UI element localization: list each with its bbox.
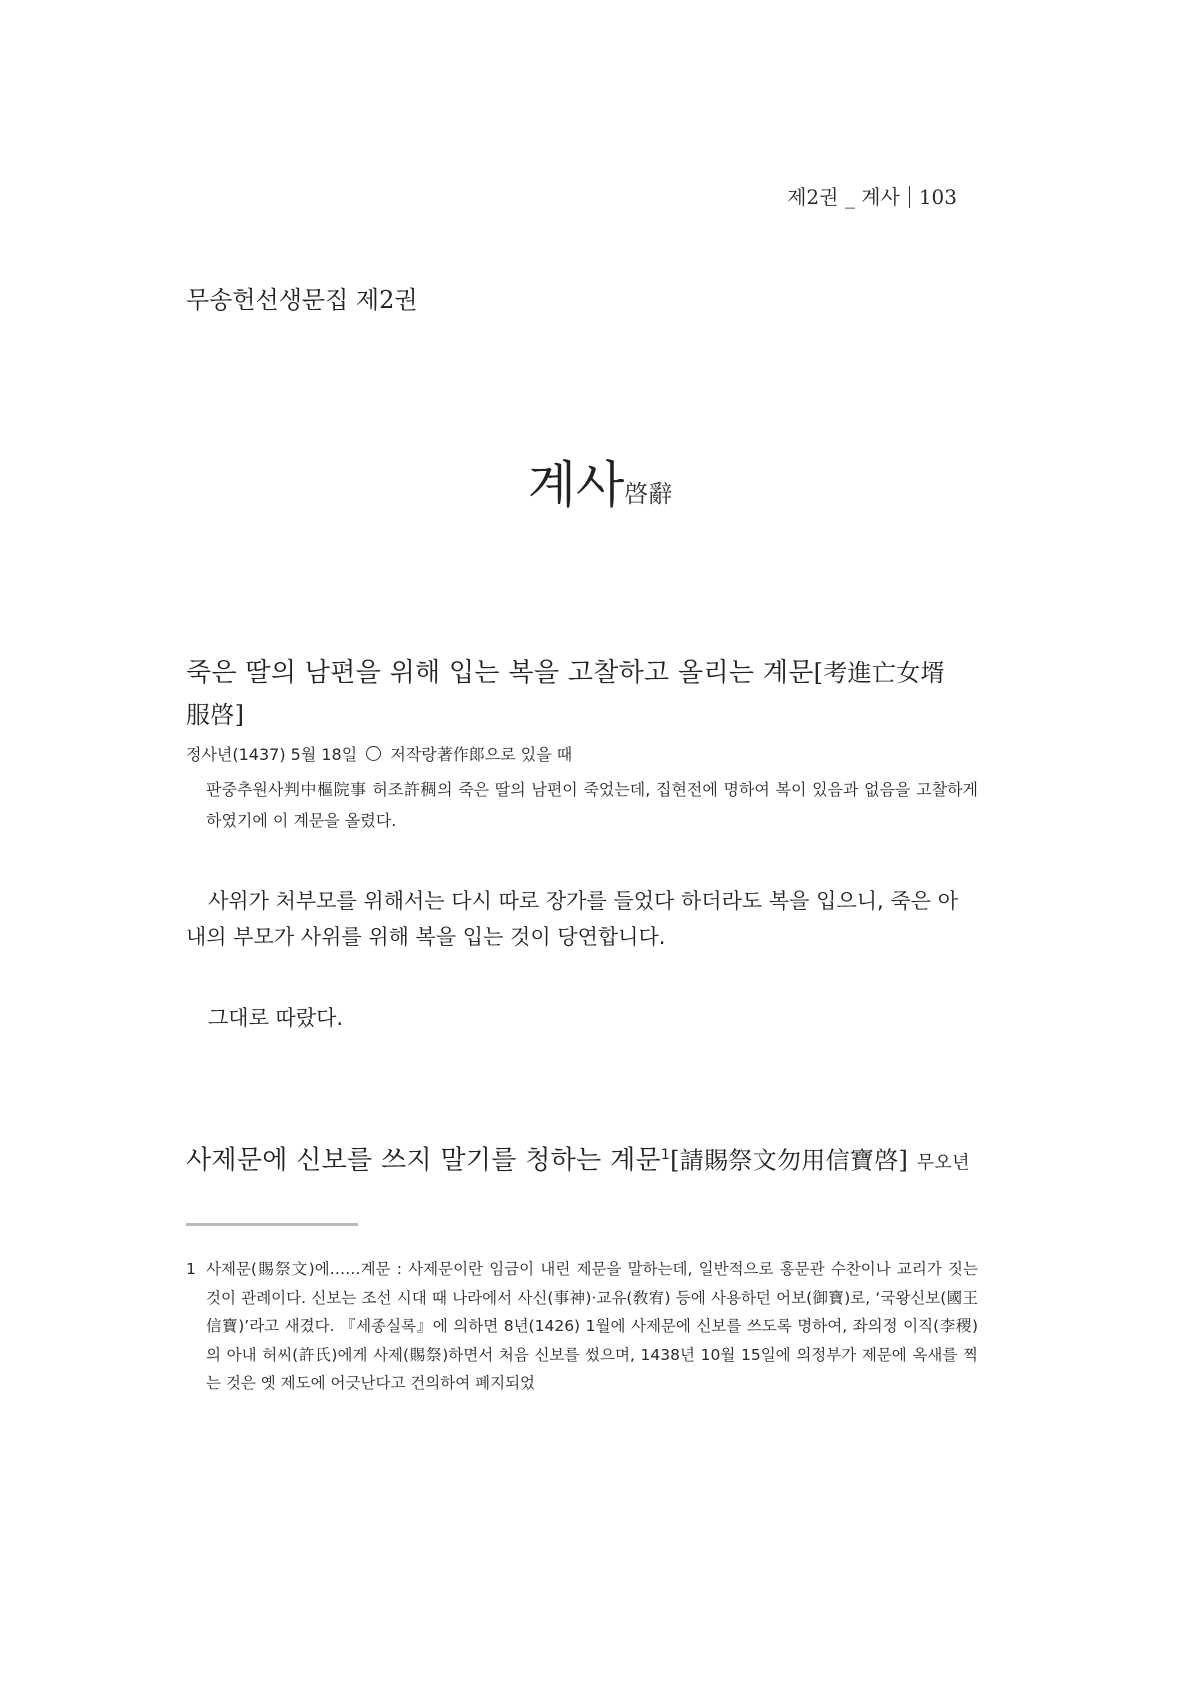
circle-icon	[366, 746, 381, 761]
section1-paragraph1: 사위가 처부모를 위해서는 다시 따로 장가를 들었다 하더라도 복을 입으니, 죽은 아내의 부모가 사위를 위해 복을 입는 것이 당연합니다.	[186, 889, 958, 949]
footnote-number: 1	[186, 1260, 196, 1278]
chapter-title	[0, 445, 1200, 517]
section1-heading-hanja: [考進亡女壻服啓]	[186, 659, 945, 729]
section1-meta-date: 정사년(1437) 5월 18일	[186, 745, 358, 764]
section2-heading	[186, 1134, 970, 1185]
footnote-ref[interactable]: 1	[660, 1147, 671, 1163]
header-section: 계사	[861, 185, 900, 209]
section2-heading-year: 무오년	[916, 1152, 970, 1174]
footnote-text: 사제문(賜祭文)에……계문 : 사제문이란 임금이 내린 제문을 말하는데, 일반적으로 홍문관 수찬이나 교리가 짓는 것이 관례이다. 신보는 조선 시대 때 나라에서 사신(事神)·교유(敎宥) 등에 사용하던 어보(御寶)로, ‘국왕신보(國王信寶)’라고 새겼다. 『세종실록』에 의하면 8년(1426) 1월에 사제문에 신보를 쓰도록 명하여, 좌의정 이직(李稷)의 아내 허씨(許氏)에게 사제(賜祭)하면서 처음 신보를 썼으며, 1438년 10월 15일에 의정부가 제문에 옥새를 찍는 것은 옛 제도에 어긋난다고 건의하여 폐지되었	[206, 1260, 978, 1392]
section1-heading-text: 죽은 딸의 남편을 위해 입는 복을 고찰하고 올리는 계문	[186, 658, 814, 688]
running-header	[787, 181, 957, 210]
header-dash: _	[844, 185, 855, 209]
section2-heading-hanja: [請賜祭文勿用信寶啓]	[670, 1146, 909, 1175]
collection-title: 무송헌선생문집 제2권	[186, 286, 418, 314]
page-number: 103	[918, 185, 957, 209]
chapter-title-hanja: 啓辭	[624, 480, 673, 508]
header-divider	[909, 186, 910, 208]
section1-meta-position: 저작랑著作郞으로 있을 때	[390, 745, 573, 764]
section2-heading-text: 사제문에 신보를 쓰지 말기를 청하는 계문	[186, 1145, 661, 1176]
chapter-title-korean: 계사	[527, 456, 625, 514]
section1-meta	[186, 742, 572, 765]
footnote	[186, 1255, 978, 1398]
header-volume: 제2권	[787, 185, 839, 209]
section1-paragraph2: 그대로 따랐다.	[208, 1006, 344, 1030]
footnote-divider	[186, 1223, 358, 1226]
section1-heading	[186, 652, 958, 736]
section1-note: 판중추원사判中樞院事 허조許稠의 죽은 딸의 남편이 죽었는데, 집현전에 명하여 복이 있음과 없음을 고찰하게 하였기에 이 계문을 올렸다.	[206, 780, 978, 830]
